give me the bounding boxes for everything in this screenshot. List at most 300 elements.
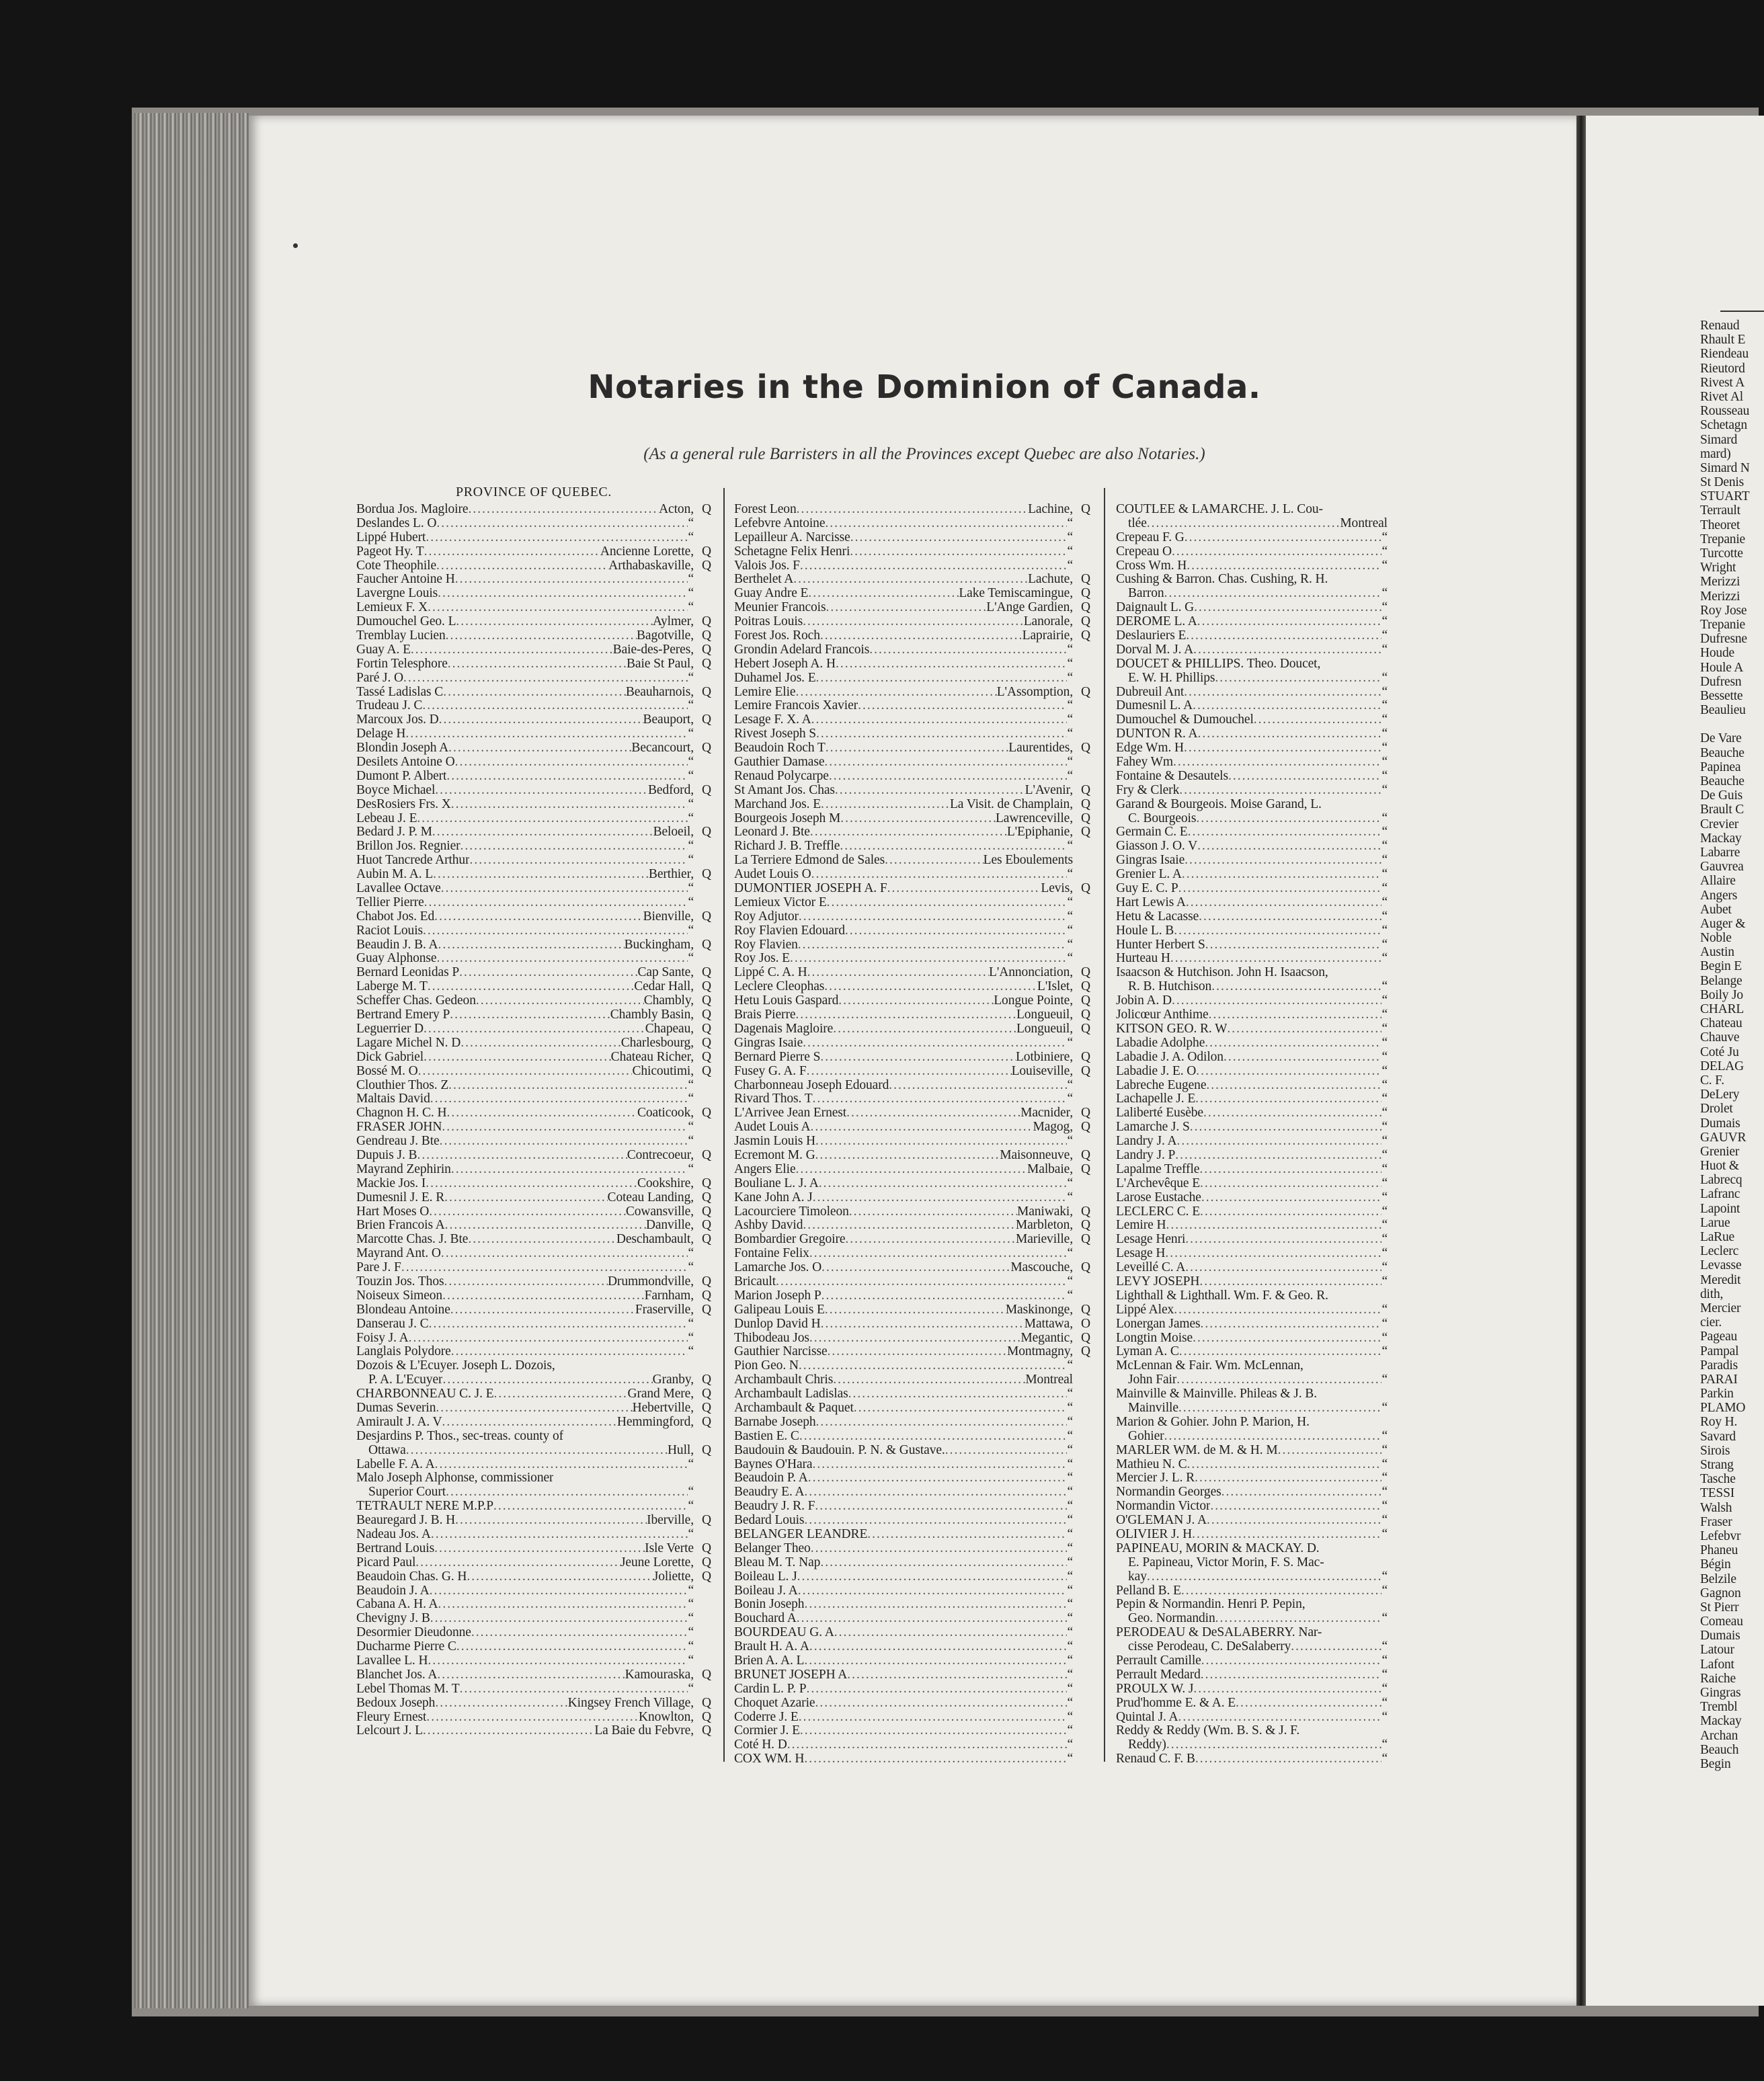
leader-dots [1195, 1752, 1382, 1766]
right-page-item: Turcotte [1700, 546, 1743, 561]
leader-dots [1197, 840, 1381, 854]
leader-dots [824, 756, 1067, 770]
entry-place: Maniwaki, [1016, 1205, 1073, 1219]
list-item [356, 727, 711, 741]
right-page-item: Begin E [1700, 959, 1742, 974]
entry-name: Paré J. O [356, 671, 404, 685]
entry-province: Q [1081, 1345, 1090, 1359]
leader-dots [455, 573, 688, 587]
list-item [1116, 952, 1405, 967]
leader-dots [1164, 1430, 1382, 1444]
entry-province: Q [702, 1064, 711, 1078]
leader-dots [426, 1177, 637, 1191]
entry-name: Foisy J. A [356, 1331, 409, 1345]
leader-dots [1185, 531, 1382, 545]
entry-province: Q [1081, 1064, 1090, 1078]
entry-name: Bernard Pierre S [734, 1050, 821, 1064]
entry-place: Chicoutimi, [632, 1064, 694, 1078]
entry-province: Q [702, 1555, 711, 1569]
right-page-item: Begin [1700, 1756, 1731, 1771]
list-item [734, 966, 1090, 980]
book-gutter [1576, 116, 1586, 2006]
entry-place: “ [1067, 1443, 1073, 1457]
entry-place: “ [1381, 1345, 1388, 1359]
list-item [1116, 1401, 1405, 1416]
list-item [734, 1626, 1090, 1640]
list-item [1116, 1584, 1405, 1598]
list-item [1116, 1570, 1405, 1584]
list-item [356, 854, 711, 868]
list-item [734, 1289, 1090, 1303]
entry-place: “ [1067, 1654, 1073, 1668]
entry-name: Marion & Gohier. John P. Marion, H. [1116, 1415, 1310, 1429]
entry-name: Dumont P. Albert [356, 769, 447, 783]
entry-province: Q [1081, 825, 1090, 840]
entry-province: Q [1081, 587, 1090, 601]
leader-dots [438, 1598, 688, 1612]
leader-dots [804, 1752, 1067, 1766]
leader-dots [1172, 545, 1381, 559]
leader-dots [821, 1289, 1068, 1303]
entry-name: Bourgeois Joseph M [734, 811, 841, 825]
list-item [734, 1373, 1090, 1387]
leader-dots [819, 1177, 1068, 1191]
entry-place: Joliette, [653, 1569, 694, 1584]
entry-name: Leveillé C. A [1116, 1261, 1186, 1275]
entry-place: Lachine, [1028, 503, 1073, 516]
entry-place: “ [1381, 1162, 1388, 1176]
list-item [734, 1135, 1090, 1149]
list-item [1116, 1275, 1405, 1289]
right-page-item: Houde [1700, 646, 1734, 661]
right-page-item: DELAG [1700, 1059, 1745, 1073]
entry-name: Brillon Jos. Regnier [356, 840, 460, 854]
list-item [734, 559, 1090, 573]
entry-name: OLIVIER J. H [1116, 1528, 1193, 1541]
entry-place: Bienville, [643, 909, 694, 924]
entry-place: L'Epiphanie, [1006, 825, 1073, 840]
leader-dots [417, 1149, 627, 1163]
list-item [1116, 531, 1405, 545]
list-item [356, 1261, 711, 1275]
leader-dots [799, 1430, 1068, 1444]
right-page-item: Papinea [1700, 760, 1741, 774]
list-item [1116, 601, 1405, 615]
list-item [356, 840, 711, 854]
entry-name: Beaudoin J. A [356, 1584, 430, 1598]
entry-place: “ [1381, 1176, 1388, 1190]
leader-dots [422, 699, 688, 713]
entry-name: Edge Wm. H [1116, 741, 1184, 756]
entry-name: Dumas Severin [356, 1401, 436, 1415]
list-item [356, 952, 711, 967]
list-item [356, 601, 711, 615]
list-item [734, 1332, 1090, 1346]
entry-name: St Amant Jos. Chas [734, 783, 835, 797]
leader-dots [448, 657, 627, 671]
entry-name: L'Archevêque E [1116, 1176, 1201, 1190]
entry-name: Malo Joseph Alphonse, commissioner [356, 1471, 554, 1485]
entry-name: Ottawa [368, 1443, 406, 1457]
list-item [356, 1682, 711, 1697]
entry-name: Lepailleur A. Narcisse [734, 530, 850, 544]
entry-place: “ [1067, 1514, 1073, 1528]
entry-name: Renaud Polycarpe [734, 769, 829, 783]
entry-place: Montreal [1025, 1373, 1073, 1387]
entry-place: “ [1067, 1176, 1073, 1190]
entry-name: Thibodeau Jos [734, 1331, 809, 1345]
entry-name: C. Bourgeois [1128, 811, 1197, 825]
entry-place: “ [688, 1485, 694, 1500]
entry-name: Beaudry J. R. F [734, 1500, 815, 1514]
entry-name: FRASER JOHN [356, 1120, 442, 1135]
entry-province: Q [702, 1696, 711, 1710]
entry-name: Lemieux F. X [356, 601, 428, 615]
entry-name: Marcotte Chas. J. Bte [356, 1233, 469, 1247]
list-item [734, 1149, 1090, 1163]
list-item [734, 545, 1090, 559]
leader-dots [1193, 1682, 1381, 1697]
leader-dots [776, 1275, 1067, 1289]
entry-place: “ [1381, 1584, 1388, 1598]
entry-name: Bonin Joseph [734, 1598, 805, 1612]
right-page-item: Lapoint [1700, 1201, 1740, 1216]
list-item [356, 994, 711, 1008]
entry-place: “ [1381, 1022, 1388, 1036]
list-item [734, 615, 1090, 629]
list-item [1116, 924, 1405, 938]
leader-dots [858, 699, 1067, 713]
list-item [1116, 966, 1405, 980]
list-item [1116, 938, 1405, 952]
entry-name: Ashby David [734, 1219, 803, 1233]
list-item [356, 938, 711, 952]
entry-name: Bernard Leonidas P [356, 966, 460, 980]
list-item [734, 1359, 1090, 1373]
list-item [734, 699, 1090, 713]
list-item [1116, 840, 1405, 854]
column-header: PROVINCE OF QUEBEC. [456, 485, 612, 499]
entry-place: “ [688, 924, 694, 938]
entry-name: Baynes O'Hara [734, 1457, 813, 1471]
leader-dots [803, 1036, 1067, 1051]
entry-place: “ [688, 1612, 694, 1626]
list-item [734, 1416, 1090, 1430]
list-item [734, 784, 1090, 798]
entry-name: Tellier Pierre [356, 895, 424, 909]
list-item [734, 938, 1090, 952]
entry-province: Q [702, 1036, 711, 1050]
list-item [1116, 994, 1405, 1008]
list-item [356, 1205, 711, 1219]
leader-dots [415, 1556, 620, 1570]
entry-province: Q [1081, 980, 1090, 994]
entry-name: LEVY JOSEPH [1116, 1274, 1200, 1289]
list-item [734, 686, 1090, 700]
right-page-item: Allaire [1700, 874, 1736, 889]
leader-dots [429, 1317, 688, 1332]
list-item [356, 615, 711, 629]
entry-name: Boileau J. A [734, 1584, 798, 1598]
entry-place: Mascouche, [1010, 1261, 1073, 1275]
entry-name: Mayrand Zephirin [356, 1162, 451, 1176]
leader-dots [445, 1219, 646, 1233]
leader-dots [471, 1626, 688, 1640]
entry-name: Hart Moses O [356, 1205, 430, 1219]
right-page-item: Sirois [1700, 1443, 1730, 1458]
entry-name: Choquet Azarie [734, 1696, 815, 1710]
entry-province: Q [1081, 1205, 1090, 1219]
entry-place: Grand Mere, [627, 1387, 694, 1401]
entry-name: Dozois & L'Ecuyer. Joseph L. Dozois, [356, 1359, 555, 1373]
leader-dots [1224, 1051, 1382, 1065]
list-item [734, 1738, 1090, 1752]
right-page-item: Latour [1700, 1643, 1734, 1658]
leader-dots [1227, 1022, 1381, 1036]
leader-dots [813, 1191, 1068, 1205]
list-item [1116, 910, 1405, 924]
leader-dots [423, 1724, 594, 1738]
leader-dots [1278, 1444, 1382, 1458]
list-item [1116, 699, 1405, 713]
list-item [734, 1387, 1090, 1401]
leader-dots [1195, 1471, 1381, 1485]
leader-dots [428, 980, 634, 994]
right-page-item: Houle A [1700, 660, 1744, 675]
list-item [734, 1303, 1090, 1317]
entry-province: Q [1081, 573, 1090, 587]
list-item [1116, 1219, 1405, 1233]
entry-name: Chagnon H. C. H [356, 1106, 447, 1120]
entry-place: “ [1381, 1738, 1388, 1752]
list-item [356, 770, 711, 784]
entry-place: “ [1067, 1752, 1073, 1766]
list-item [356, 812, 711, 826]
list-item [734, 882, 1090, 896]
entry-place: “ [1067, 1289, 1073, 1303]
right-page-item: Coté Ju [1700, 1045, 1739, 1059]
entry-name: Fleury Ernest [356, 1710, 427, 1724]
right-page-item: Angers [1700, 888, 1738, 903]
leader-dots [1201, 1317, 1382, 1332]
leader-dots [816, 727, 1067, 741]
right-page-item: Auger & [1700, 916, 1746, 931]
leader-dots [455, 756, 688, 770]
entry-name: BOURDEAU G. A [734, 1626, 834, 1640]
entry-name: Grenier L. A [1116, 868, 1182, 882]
list-item [356, 1514, 711, 1528]
entry-name: Gohier [1128, 1429, 1164, 1443]
list-item [734, 1584, 1090, 1598]
column-header [734, 483, 1090, 503]
leader-dots [1181, 1584, 1382, 1598]
entry-name: Audet Louis A [734, 1120, 811, 1135]
entry-name: Tremblay Lucien [356, 629, 446, 643]
leader-dots [1236, 1697, 1381, 1711]
right-page-item: Grenier [1700, 1144, 1740, 1159]
leader-dots [460, 1682, 688, 1697]
entry-name: Cormier J. E [734, 1724, 800, 1738]
leader-dots [1196, 812, 1381, 826]
list-item [356, 1332, 711, 1346]
leader-dots [821, 1317, 1025, 1332]
leader-dots [428, 1654, 688, 1668]
entry-place: “ [1067, 1274, 1073, 1289]
entry-place: “ [1067, 1541, 1073, 1555]
list-item [1116, 1106, 1405, 1120]
list-item [1116, 1317, 1405, 1332]
list-item [356, 1542, 711, 1556]
leader-dots [1147, 1570, 1382, 1584]
entry-place: “ [1067, 1738, 1073, 1752]
entry-name: Jasmin Louis H [734, 1135, 816, 1149]
entry-place: Aylmer, [652, 615, 694, 629]
leader-dots [451, 1345, 688, 1359]
list-item [1116, 1598, 1405, 1612]
entry-name: Fusey G. A. F [734, 1064, 807, 1078]
entry-name: Barnabe Joseph [734, 1415, 816, 1429]
right-page-item: Rousseau [1700, 404, 1750, 419]
entry-place: “ [688, 1654, 694, 1668]
entry-name: Ecremont M. G [734, 1148, 815, 1162]
right-page-item: Archan [1700, 1728, 1738, 1743]
entry-name: Beaudoin Roch T [734, 741, 826, 756]
list-item [356, 1359, 711, 1373]
entry-place: Montreal [1340, 516, 1388, 530]
leader-dots [1210, 1500, 1381, 1514]
entry-place: “ [688, 1331, 694, 1345]
entry-name: McLennan & Fair. Wm. McLennan, [1116, 1359, 1304, 1373]
entry-place: “ [688, 573, 694, 587]
entry-name: Delage H [356, 727, 406, 741]
list-item [1116, 1332, 1405, 1346]
right-page-item: Schetagn [1700, 418, 1747, 433]
entry-name: Meunier Francois [734, 601, 826, 615]
entry-place: “ [1067, 1612, 1073, 1626]
entry-place: “ [1381, 783, 1388, 797]
entry-place: “ [1067, 1190, 1073, 1205]
list-item [734, 727, 1090, 741]
list-item [734, 1233, 1090, 1247]
right-page-item: PLAMO [1700, 1401, 1746, 1416]
leader-dots [417, 812, 688, 826]
list-item [734, 531, 1090, 545]
list-item [356, 1640, 711, 1654]
list-item [1116, 1485, 1405, 1500]
right-page-item: Rivet Al [1700, 389, 1743, 404]
entry-place: “ [1381, 1500, 1388, 1514]
entry-place: “ [1381, 1612, 1388, 1626]
entry-place: Cookshire, [637, 1176, 694, 1190]
entry-name: Prud'homme E. & A. E [1116, 1696, 1236, 1710]
entry-place: “ [688, 895, 694, 909]
entry-place: “ [1067, 1640, 1073, 1654]
entry-place: “ [688, 601, 694, 615]
entry-place: “ [1381, 1106, 1388, 1120]
list-item [1116, 1036, 1405, 1051]
leader-dots [840, 840, 1067, 854]
list-item [734, 924, 1090, 938]
entry-name: Reddy) [1128, 1738, 1166, 1752]
entry-place: Drummondville, [607, 1274, 694, 1289]
entry-name: Brais Pierre [734, 1008, 796, 1022]
leader-dots [451, 1163, 688, 1177]
entry-province: Q [702, 544, 711, 559]
entry-place: “ [1381, 938, 1388, 952]
entry-place: Hull, [667, 1443, 694, 1457]
entry-name: Guay Andre E [734, 587, 809, 601]
entry-name: Lighthall & Lighthall. Wm. F. & Geo. R. [1116, 1289, 1328, 1303]
leader-dots [1206, 1079, 1381, 1093]
list-item [734, 1654, 1090, 1668]
list-item [356, 1444, 711, 1458]
right-page-item: Gagnon [1700, 1586, 1741, 1600]
entry-name: KITSON GEO. R. W [1116, 1022, 1228, 1036]
leader-dots [807, 1065, 1012, 1079]
list-item [734, 1570, 1090, 1584]
entry-place: “ [1067, 671, 1073, 685]
entry-place: “ [1381, 629, 1388, 643]
entry-name: Labadie J. E. O [1116, 1064, 1197, 1078]
list-item [1116, 1471, 1405, 1485]
leader-dots [807, 1682, 1068, 1697]
entry-place: “ [1381, 559, 1388, 573]
leader-dots [820, 1051, 1016, 1065]
leader-dots [1201, 1668, 1382, 1682]
entry-name: cisse Perodeau, C. DeSalaberry [1128, 1640, 1291, 1654]
entry-place: “ [1381, 952, 1388, 966]
entry-province: Q [1081, 1233, 1090, 1247]
list-item [1116, 784, 1405, 798]
entry-place: “ [688, 1078, 694, 1092]
entry-name: Fry & Clerk [1116, 783, 1180, 797]
entry-place: Becancourt, [631, 741, 694, 756]
entry-place: “ [1067, 1429, 1073, 1443]
leader-dots [1147, 517, 1340, 531]
entry-place: “ [1067, 1457, 1073, 1471]
entry-place: “ [1381, 544, 1388, 559]
leader-dots [459, 966, 637, 980]
right-page-item: Tasche [1700, 1472, 1736, 1487]
entry-province: Q [1081, 615, 1090, 629]
entry-place: “ [1381, 1514, 1388, 1528]
entry-name: Cote Theophile [356, 559, 437, 573]
list-item [1116, 1289, 1405, 1303]
list-item [734, 1079, 1090, 1093]
entry-province: Q [702, 1569, 711, 1584]
entry-province: Q [1081, 994, 1090, 1008]
entry-place: “ [1381, 530, 1388, 544]
list-item [1116, 629, 1405, 643]
list-item [734, 587, 1090, 601]
leader-dots [820, 1556, 1067, 1570]
page-subtitle: (As a general rule Barristers in all the Provinces except Quebec are also Notaries.) [643, 445, 1205, 463]
entry-province: Q [702, 1274, 711, 1289]
entry-name: Laberge M. T [356, 980, 428, 994]
entry-name: Lavallee Octave [356, 882, 441, 896]
leader-dots [834, 1626, 1068, 1640]
entry-name: TETRAULT NERE M.P.P [356, 1500, 493, 1514]
entry-name: Dagenais Magloire [734, 1022, 834, 1036]
entry-place: “ [1381, 1078, 1388, 1092]
entry-province: Q [702, 1233, 711, 1247]
entry-name: Ducharme Pierre C [356, 1640, 456, 1654]
right-page-item: Lafont [1700, 1657, 1734, 1672]
entry-place: “ [1381, 727, 1388, 741]
right-page-item: De Vare [1700, 731, 1742, 746]
entry-province: Q [702, 643, 711, 657]
list-item [356, 1500, 711, 1514]
